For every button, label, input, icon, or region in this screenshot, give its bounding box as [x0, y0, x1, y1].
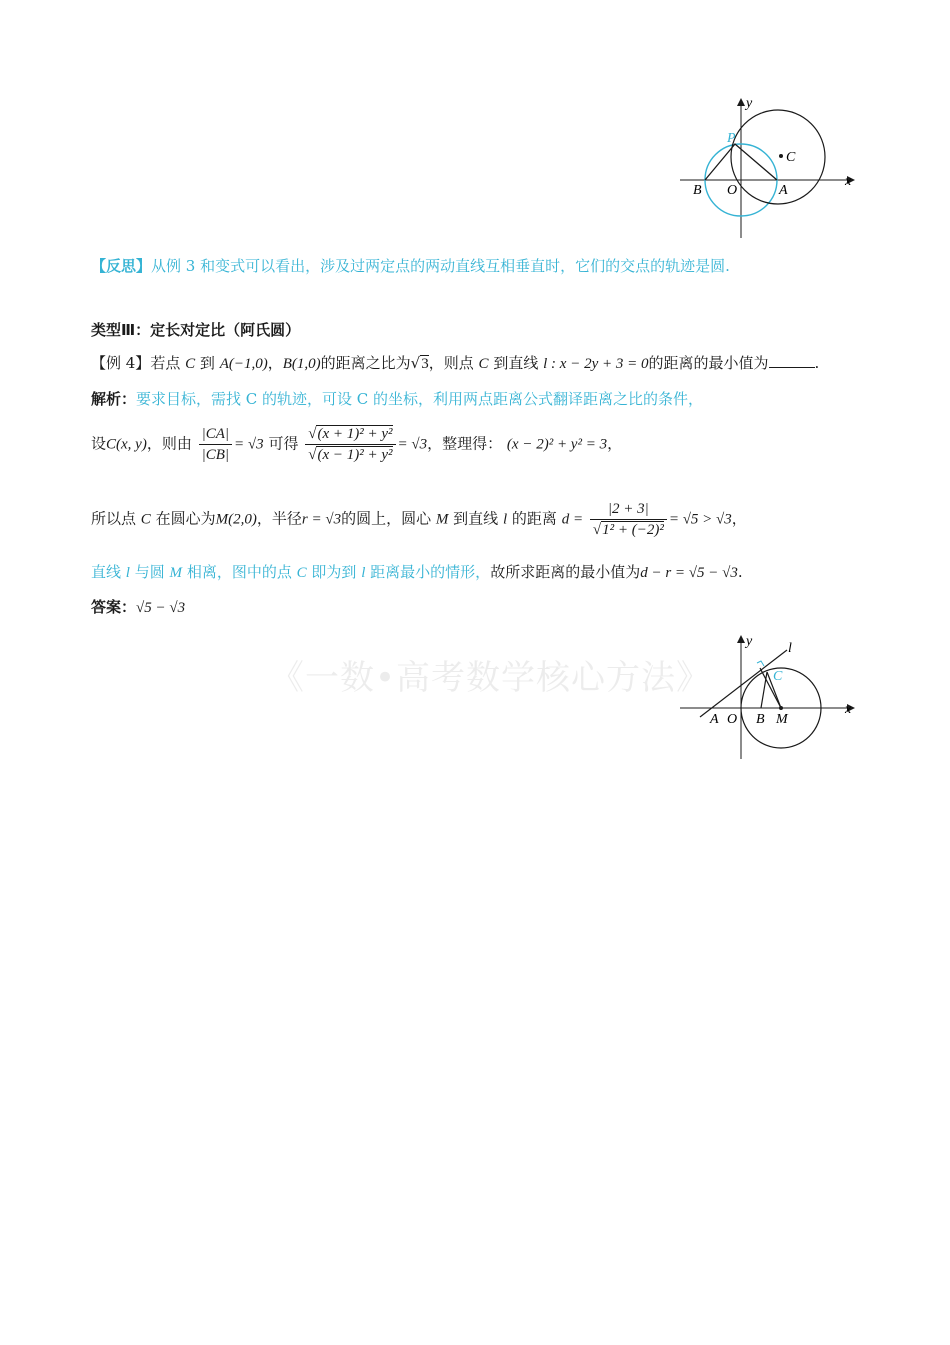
point-M — [779, 706, 783, 710]
fraction-numerator: √(x + 1)² + y² — [305, 424, 395, 445]
fraction-numerator: |2 + 3| — [590, 499, 667, 520]
black-circle — [731, 110, 825, 204]
solution-conclusion — [91, 561, 743, 584]
point-C — [779, 154, 783, 158]
radius: r = √3 — [301, 511, 342, 528]
d-result: = √5 > √3 — [668, 511, 732, 528]
text: 所以点 — [91, 509, 137, 528]
point-C-ref: C — [140, 511, 151, 528]
text: ， — [267, 354, 283, 372]
label-x: x — [845, 174, 852, 189]
text: 可得 — [268, 434, 299, 453]
segment-BC — [761, 672, 767, 708]
text: 相离，图中的点 — [186, 563, 292, 581]
d-fraction — [590, 499, 667, 540]
label-M: M — [776, 712, 788, 727]
fraction-denominator: |CB| — [201, 447, 230, 463]
text: 故所求距离的最小值为 — [490, 563, 641, 581]
text: 的距离的最小值为 — [648, 354, 769, 372]
label-y: y — [746, 96, 753, 111]
label-l: l — [788, 641, 792, 656]
label-A: A — [779, 183, 788, 198]
answer-line — [91, 596, 185, 619]
C-xy: C(x, y) — [106, 436, 147, 453]
sqrt-denominator: (x − 1)² + y² — [317, 447, 393, 463]
text: 的距离 — [511, 509, 557, 528]
solution-circle-info — [91, 499, 747, 540]
fraction-denominator: √(x − 1)² + y² — [308, 447, 393, 463]
answer-label: 答案： — [91, 598, 137, 616]
text: ，则点 — [428, 354, 474, 372]
center-M: M(2,0) — [215, 511, 257, 528]
text: 在圆心为 — [155, 509, 216, 528]
text: ，半径 — [256, 509, 302, 528]
equals-sqrt3: = √3 — [397, 436, 428, 453]
text: 设 — [91, 434, 107, 453]
conclusion-cyan — [91, 563, 490, 581]
point-A: A(−1,0) — [219, 356, 268, 372]
label-A: A — [710, 712, 719, 727]
text: 与圆 — [134, 563, 165, 581]
solution-intro — [91, 388, 703, 410]
text: ，则由 — [146, 434, 192, 453]
label-O: O — [727, 183, 738, 198]
right-angle-mark — [757, 661, 764, 666]
label-B: B — [756, 712, 765, 727]
label-P: P — [727, 131, 736, 146]
text: ，整理得： — [427, 434, 503, 453]
figure-2-diagram — [675, 632, 860, 767]
reflection-tag: 【反思】 — [91, 257, 152, 275]
min-expression: d − r = √5 − √3 — [640, 565, 738, 581]
l-ref: l — [502, 511, 508, 528]
section-title: 类型Ⅲ：定长对定比（阿氏圆） — [91, 321, 301, 339]
point-B: B(1,0) — [282, 356, 321, 372]
point-C-ref: C — [185, 356, 196, 372]
reflection-text: 从例 3 和变式可以看出，涉及过两定点的两动直线互相垂直时，它们的交点的轨迹是圆. — [151, 257, 730, 275]
text: ， — [731, 509, 747, 528]
solution-label: 解析： — [91, 390, 137, 408]
label-C: C — [773, 669, 783, 684]
text: 的圆上，圆心 — [341, 509, 432, 528]
line-equation: l : x − 2y + 3 = 0 — [543, 356, 649, 372]
l-ref: l — [361, 565, 366, 581]
text: 到直线 — [453, 509, 499, 528]
reflection-paragraph — [91, 255, 730, 277]
label-y: y — [746, 634, 753, 649]
point-C-ref-2: C — [478, 356, 489, 372]
sqrt-numerator: (x + 1)² + y² — [317, 426, 393, 442]
text: 的距离之比为 — [320, 354, 411, 372]
text: 即为到 — [311, 563, 357, 581]
label-B: B — [693, 183, 702, 198]
watermark: 《一数•高考数学核心方法》 — [270, 658, 712, 698]
fraction-numerator: |CA| — [199, 424, 232, 445]
example-tag: 【例 4】 — [91, 354, 151, 372]
answer-value: √5 − √3 — [136, 600, 186, 616]
text: 直线 — [91, 563, 122, 581]
example-4: 【例 4】若点 C 到 A(−1,0)，B(1,0)的距离之比为√3，则点 C 到直线 l : x − 2y + 3 = 0的距离的最小值为 . — [91, 354, 820, 372]
figure-1-diagram — [675, 95, 860, 245]
ratio-fraction — [199, 424, 232, 465]
distance-fraction — [305, 424, 395, 465]
d-equals: d = — [561, 511, 584, 528]
M-ref: M — [169, 565, 183, 581]
answer-blank — [769, 353, 815, 368]
M-ref: M — [435, 511, 449, 528]
sqrt-denominator: 1² + (−2)² — [602, 522, 664, 538]
fraction-denominator: √1² + (−2)² — [592, 522, 664, 538]
text: 到直线 — [493, 354, 539, 372]
C-ref: C — [296, 565, 307, 581]
label-C: C — [786, 150, 796, 165]
circle-equation: (x − 2)² + y² = 3 — [506, 436, 608, 453]
text: . — [737, 563, 743, 581]
text: 若点 — [150, 354, 181, 372]
l-ref: l — [125, 565, 130, 581]
text: 距离最小的情形， — [370, 563, 491, 581]
solution-derivation — [91, 424, 622, 465]
label-x: x — [845, 702, 852, 717]
sqrt-3: 3 — [421, 356, 429, 372]
text: . — [814, 354, 820, 372]
text: ， — [607, 434, 623, 453]
solution-intro-text: 要求目标，需找 C 的轨迹，可设 C 的坐标，利用两点距离公式翻译距离之比的条件， — [136, 390, 704, 408]
text: 到 — [199, 354, 215, 372]
label-O: O — [727, 712, 738, 727]
equals-sqrt3: = √3 — [234, 436, 264, 453]
